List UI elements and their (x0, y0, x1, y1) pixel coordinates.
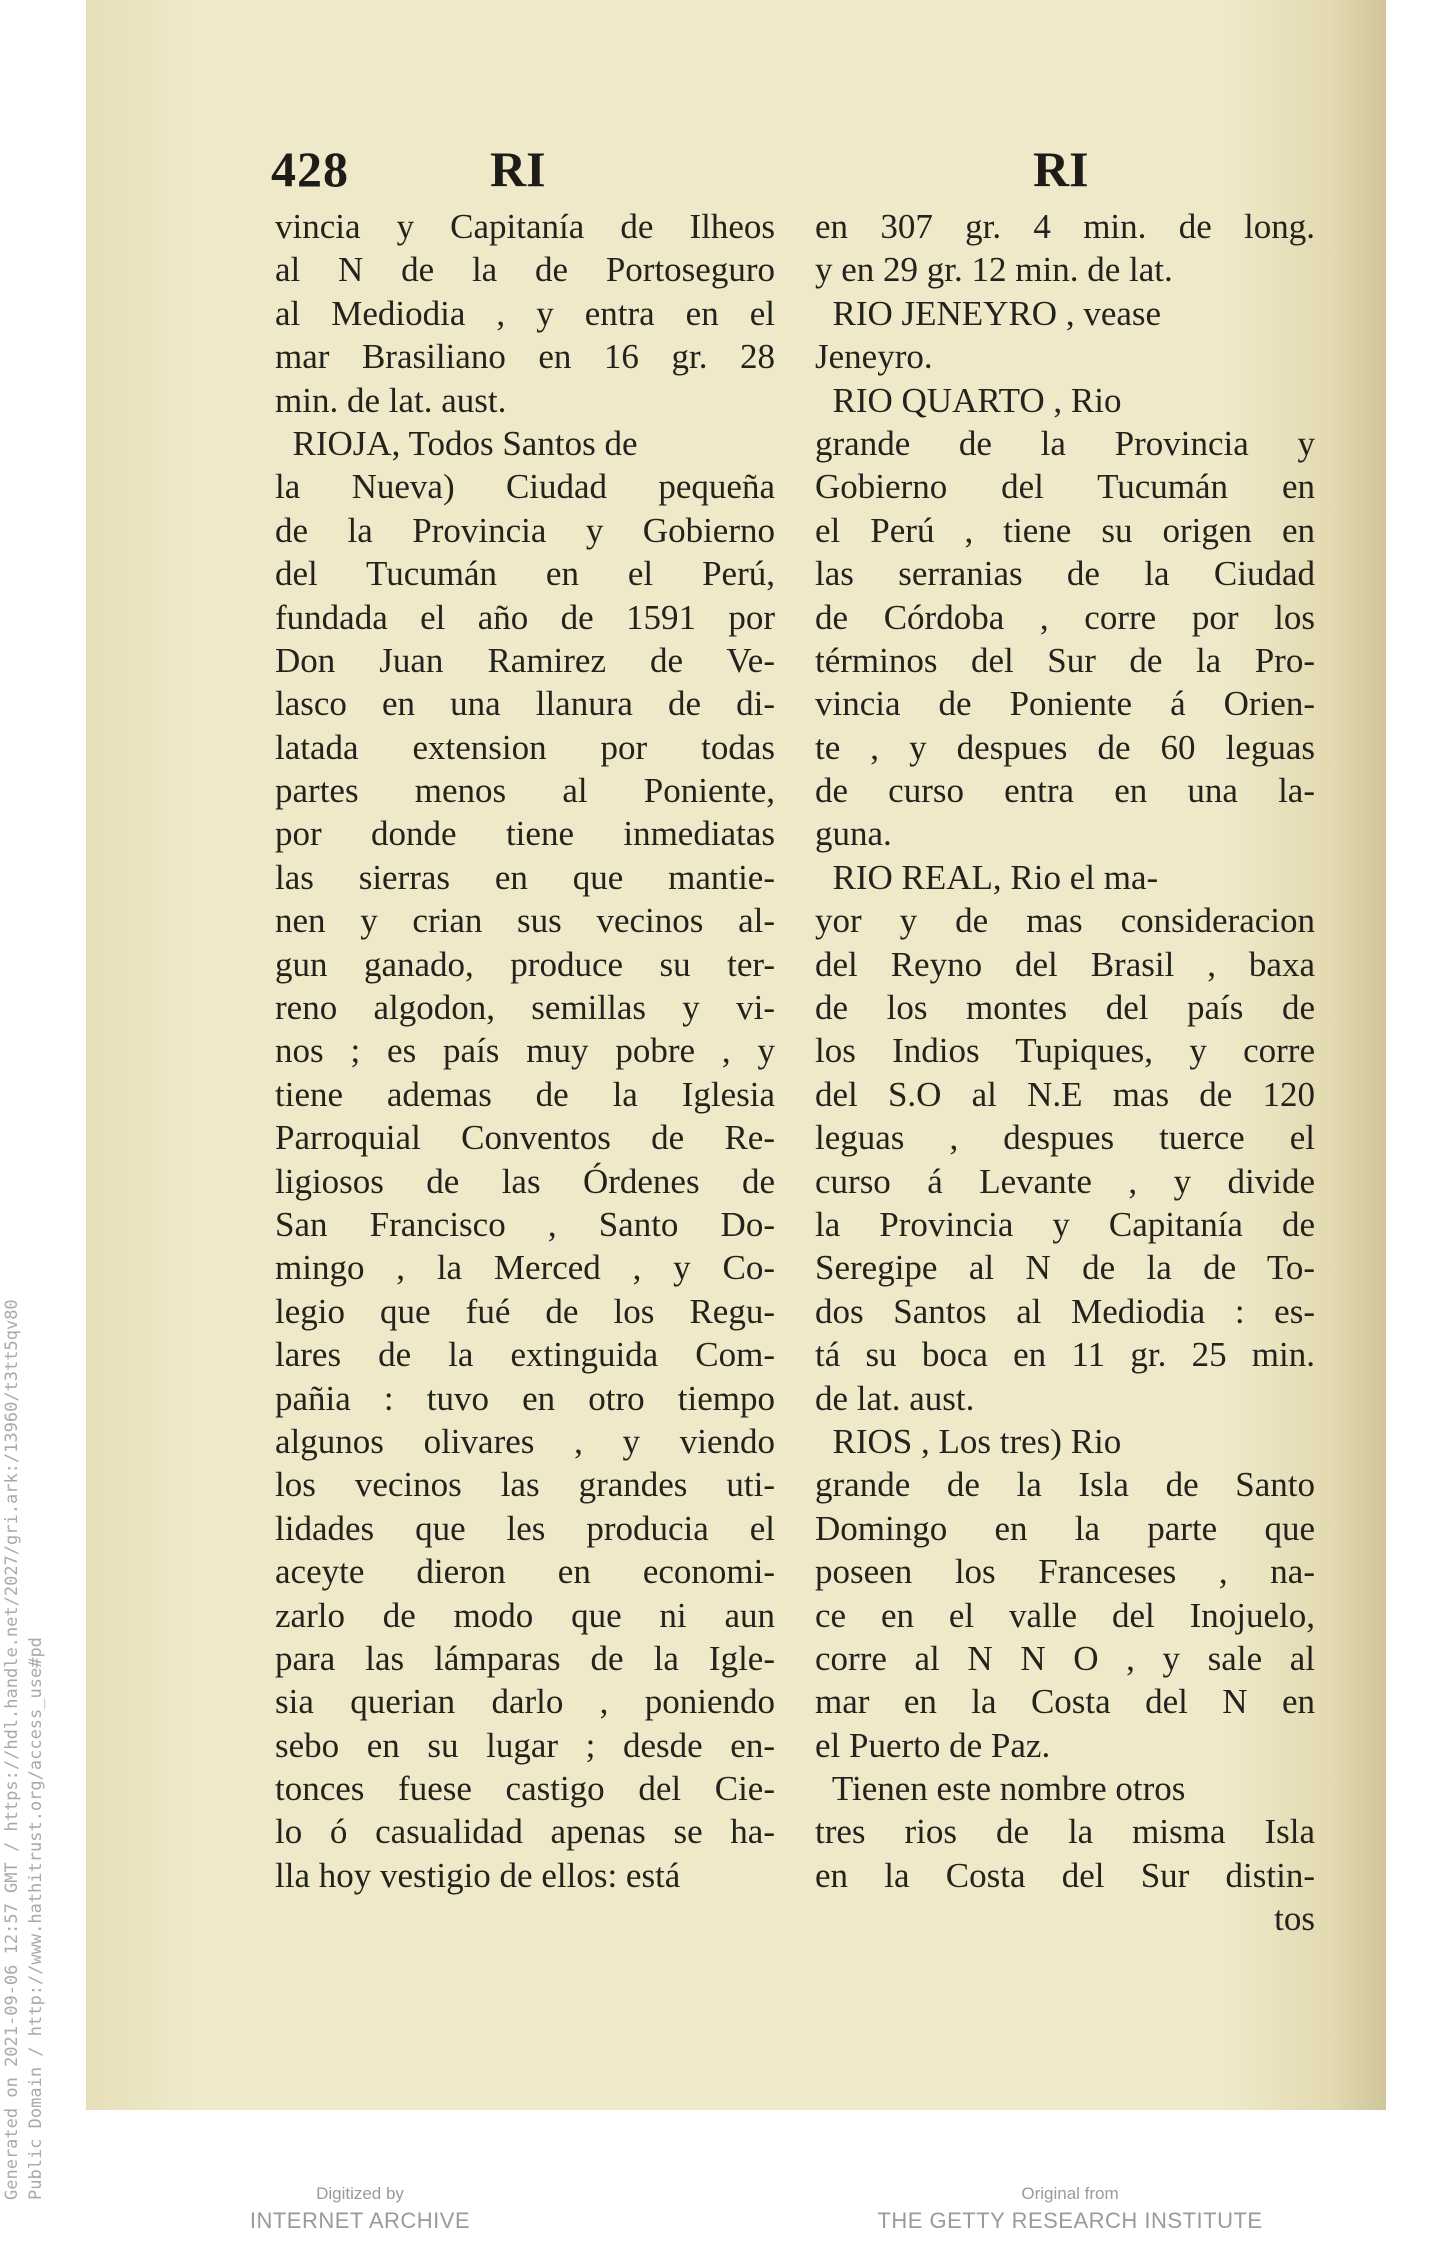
text-line: nen y crian sus vecinos al- (275, 901, 775, 941)
text-line: los vecinos las grandes uti- (275, 1465, 775, 1505)
text-line: mar en la Costa del N en (815, 1682, 1315, 1722)
digitized-by-credit (230, 2184, 490, 2234)
text-line: leguas , despues tuerce el (815, 1118, 1315, 1158)
text-line: al Mediodia , y entra en el (275, 293, 775, 333)
text-line: mar Brasiliano en 16 gr. 28 (275, 337, 775, 377)
text-line: grande de la Provincia y (815, 423, 1315, 463)
running-head-left: RI (490, 141, 546, 197)
text-line: Don Juan Ramirez de Ve- (275, 640, 775, 680)
text-line: Gobierno del Tucumán en (815, 467, 1315, 507)
text-line: latada extension por todas (275, 727, 775, 767)
text-line: la Nueva) Ciudad pequeña (275, 467, 775, 507)
text-line: tiene ademas de la Iglesia (275, 1074, 775, 1114)
text-line: lares de la extinguida Com- (275, 1335, 775, 1375)
original-from-credit (850, 2184, 1290, 2234)
left-text-column (275, 205, 775, 1897)
text-line: pañia : tuvo en otro tiempo (275, 1378, 775, 1418)
text-line: dos Santos al Mediodia : es- (815, 1291, 1315, 1331)
text-line: la Provincia y Capitanía de (815, 1204, 1315, 1244)
page-number: 428 (271, 141, 349, 197)
text-line: legio que fué de los Regu- (275, 1291, 775, 1331)
text-line: Seregipe al N de la de To- (815, 1248, 1315, 1288)
text-line: de lat. aust. (815, 1378, 975, 1418)
text-line: lo ó casualidad apenas se ha- (275, 1812, 775, 1852)
running-head-right: RI (1033, 141, 1089, 197)
text-line: guna. (815, 814, 892, 854)
internet-archive-label: INTERNET ARCHIVE (249, 2208, 471, 2233)
text-line: Parroquial Conventos de Re- (275, 1118, 775, 1158)
text-line: vincia de Poniente á Orien- (815, 684, 1315, 724)
getty-institute-label: THE GETTY RESEARCH INSTITUTE (877, 2208, 1263, 2233)
text-line: lla hoy vestigio de ellos: está (275, 1855, 681, 1895)
text-line: de los montes del país de (815, 988, 1315, 1028)
text-line: corre al N N O , y sale al (815, 1638, 1315, 1678)
text-line: sia querian darlo , poniendo (275, 1682, 775, 1722)
text-line: del Reyno del Brasil , baxa (815, 944, 1315, 984)
text-line: gun ganado, produce su ter- (275, 944, 775, 984)
text-line: las serranias de la Ciudad (815, 554, 1315, 594)
text-line: los Indios Tupiques, y corre (815, 1031, 1315, 1071)
text-line: vincia y Capitanía de Ilheos (275, 207, 775, 246)
text-line: Tienen este nombre otros (815, 1769, 1186, 1809)
text-line: partes menos al Poniente, (275, 771, 775, 811)
text-line: tres rios de la misma Isla (815, 1812, 1315, 1852)
text-line: poseen los Franceses , na- (815, 1552, 1315, 1592)
text-line: RIOS , Los tres) Rio (815, 1421, 1122, 1461)
text-line: nos ; es país muy pobre , y (275, 1031, 775, 1071)
text-line: RIO QUARTO , Rio (815, 380, 1122, 420)
right-text-column (815, 205, 1315, 1941)
digitized-by-label: Digitized by (316, 2184, 404, 2203)
text-line: del S.O al N.E mas de 120 (815, 1074, 1315, 1114)
text-line: de curso entra en una la- (815, 771, 1315, 811)
text-line: min. de lat. aust. (275, 380, 507, 420)
text-line: grande de la Isla de Santo (815, 1465, 1315, 1505)
text-line: mingo , la Merced , y Co- (275, 1248, 775, 1288)
text-line: lidades que les producia el (275, 1508, 775, 1548)
text-line: el Puerto de Paz. (815, 1725, 1051, 1765)
text-line: RIO REAL, Rio el ma- (815, 857, 1159, 897)
text-line: tonces fuese castigo del Cie- (275, 1769, 775, 1809)
text-line: en 307 gr. 4 min. de long. (815, 207, 1315, 246)
text-line: de la Provincia y Gobierno (275, 510, 775, 550)
text-line: lasco en una llanura de di- (275, 684, 775, 724)
text-line: tos (1274, 1899, 1315, 1939)
text-line: reno algodon, semillas y vi- (275, 988, 775, 1028)
text-line: al N de la de Portoseguro (275, 250, 775, 290)
text-line: fundada el año de 1591 por (275, 597, 775, 637)
text-line: ce en el valle del Inojuelo, (815, 1595, 1315, 1635)
text-line: para las lámparas de la Igle- (275, 1638, 775, 1678)
text-line: curso á Levante , y divide (815, 1161, 1315, 1201)
text-line: aceyte dieron en economi- (275, 1552, 775, 1592)
generation-watermark (0, 0, 60, 2200)
text-line: el Perú , tiene su origen en (815, 510, 1315, 550)
text-line: términos del Sur de la Pro- (815, 640, 1315, 680)
text-line: las sierras en que mantie- (275, 857, 775, 897)
text-line: San Francisco , Santo Do- (275, 1204, 775, 1244)
text-line: Jeneyro. (815, 337, 933, 377)
text-line: tá su boca en 11 gr. 25 min. (815, 1335, 1315, 1375)
watermark-line-1: Generated on 2021-09-06 12:57 GMT / https://hdl.handle.net/2027/gri.ark:/13960/t3tt5qv80 (2, 1299, 22, 2200)
original-from-label: Original from (1021, 2184, 1119, 2203)
text-line: y en 29 gr. 12 min. de lat. (815, 250, 1173, 290)
text-line: Domingo en la parte que (815, 1508, 1315, 1548)
text-line: zarlo de modo que ni aun (275, 1595, 775, 1635)
text-line: sebo en su lugar ; desde en- (275, 1725, 775, 1765)
text-line: en la Costa del Sur distin- (815, 1855, 1315, 1895)
text-line: RIO JENEYRO , vease (815, 293, 1162, 333)
text-line: RIOJA, Todos Santos de (275, 423, 638, 463)
text-line: de Córdoba , corre por los (815, 597, 1315, 637)
text-line: ligiosos de las Órdenes de (275, 1161, 775, 1201)
watermark-line-2: Public Domain / http://www.hathitrust.org/access_use#pd (26, 1637, 46, 2200)
text-line: yor y de mas consideracion (815, 901, 1315, 941)
text-line: algunos olivares , y viendo (275, 1421, 775, 1461)
text-line: te , y despues de 60 leguas (815, 727, 1315, 767)
text-line: por donde tiene inmediatas (275, 814, 775, 854)
text-line: del Tucumán en el Perú, (275, 554, 775, 594)
